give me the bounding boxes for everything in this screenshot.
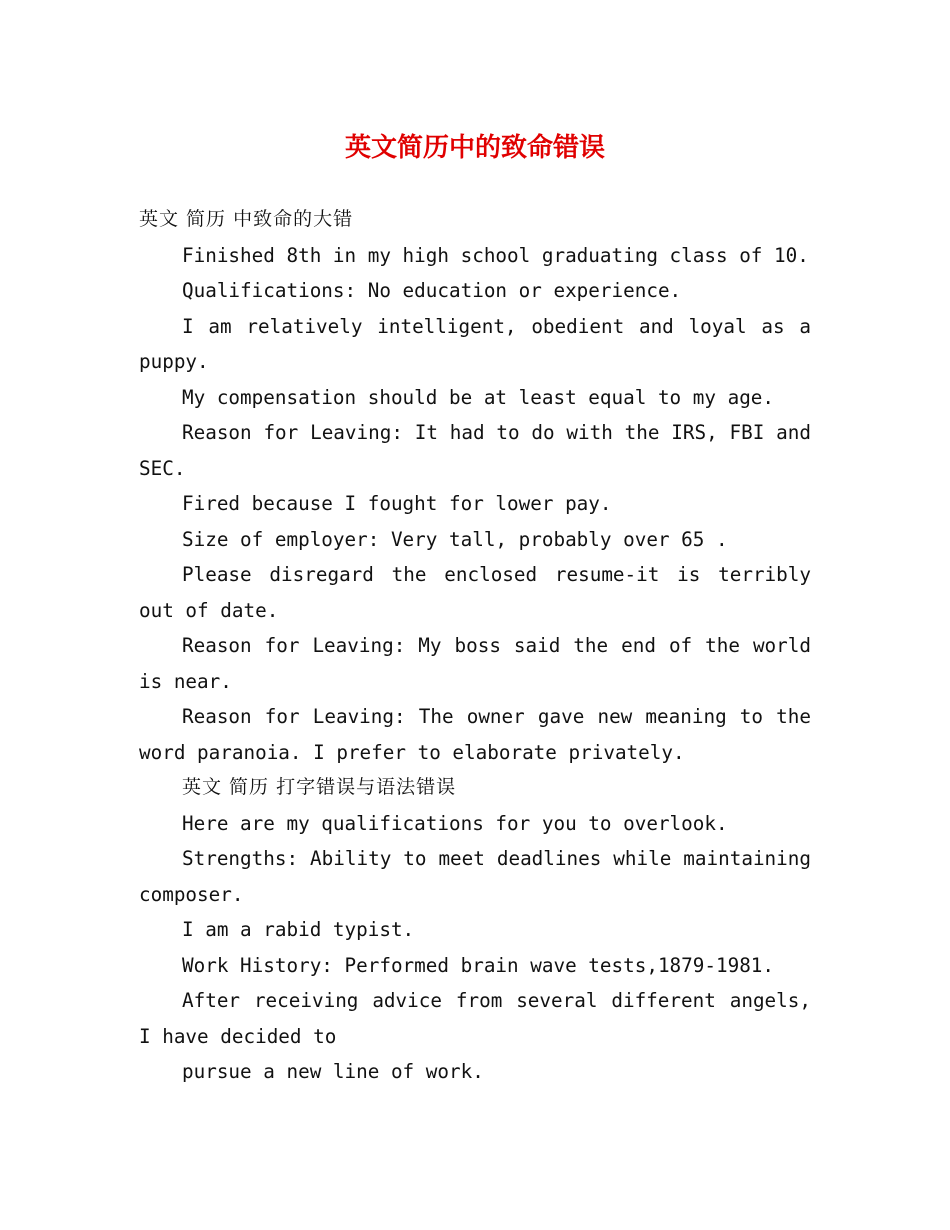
- body-paragraph: Size of employer: Very tall, probably over 65 .: [182, 527, 728, 551]
- body-paragraph: Please disregard the enclosed resume-it is terribly out of date.: [139, 563, 811, 622]
- body-paragraph: I am a rabid typist.: [182, 918, 415, 941]
- body-paragraph: Here are my qualifications for you to overlook.: [182, 811, 728, 835]
- body-paragraph: Qualifications: No education or experience.: [182, 279, 682, 302]
- section-heading: 英文 简历 打字错误与语法错误: [182, 776, 457, 798]
- body-paragraph: Strengths: Ability to meet deadlines while maintaining composer.: [139, 847, 811, 906]
- body-paragraph: Finished 8th in my high school graduating class of 10.: [182, 243, 809, 267]
- body-paragraph: I am relatively intelligent, obedient and loyal as a puppy.: [139, 314, 811, 373]
- body-paragraph: Fired because I fought for lower pay.: [182, 492, 612, 515]
- body-paragraph: Work History: Performed brain wave tests,1879-1981.: [182, 953, 775, 977]
- body-paragraph: My compensation should be at least equal to my age.: [182, 385, 775, 409]
- body-paragraph: Reason for Leaving: My boss said the end of the world is near.: [139, 634, 811, 693]
- document-title: 英文简历中的致命错误: [344, 133, 605, 163]
- document-body: [139, 202, 811, 1090]
- body-paragraph: pursue a new line of work.: [182, 1060, 484, 1083]
- body-paragraph: After receiving advice from several different angels, I have decided to: [139, 989, 811, 1048]
- body-paragraph: Reason for Leaving: The owner gave new meaning to the word paranoia. I prefer to elaborate privately.: [139, 705, 811, 764]
- body-paragraph: Reason for Leaving: It had to do with the IRS, FBI and SEC.: [139, 421, 811, 480]
- section-heading: 英文 简历 中致命的大错: [139, 208, 354, 230]
